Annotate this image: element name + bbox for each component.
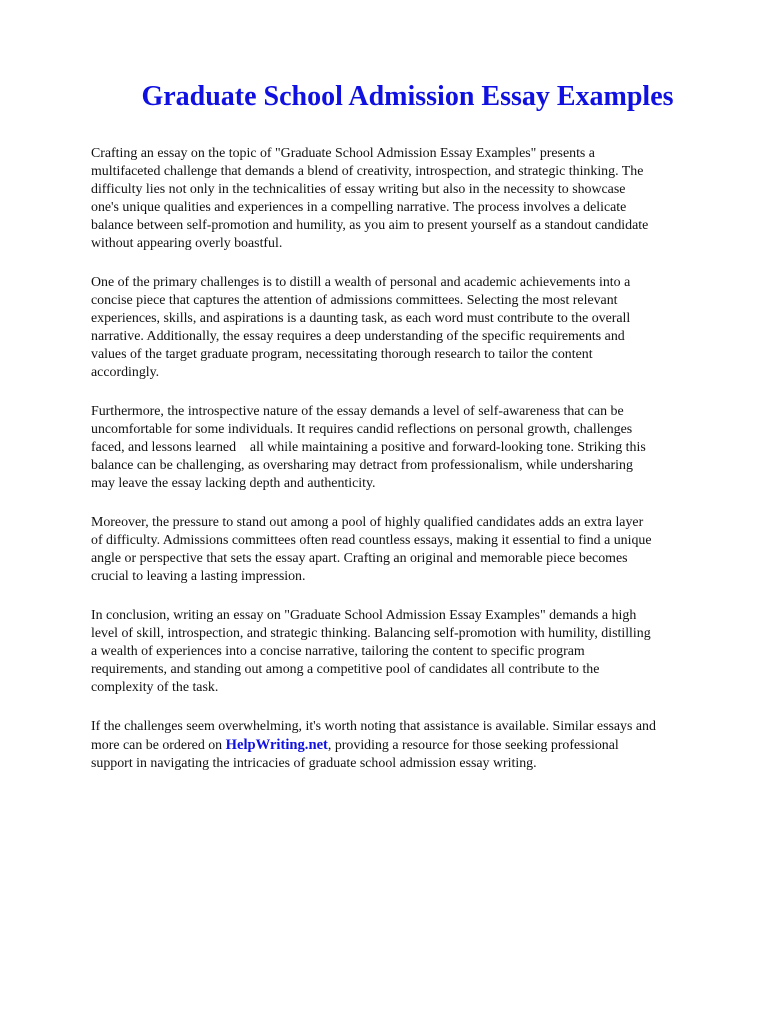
text-line: faced, and lessons learned all while maintaining a positive and forward-looking tone. Striking this xyxy=(91,440,646,455)
text-line: uncomfortable for some individuals. It requires candid reflections on personal growth, challenges xyxy=(91,422,633,437)
text-line: may leave the essay lacking depth and authenticity. xyxy=(91,476,376,491)
text-line: Moreover, the pressure to stand out among a pool of highly qualified candidates adds an extra layer xyxy=(91,515,644,530)
text-line: Crafting an essay on the topic of "Graduate School Admission Essay Examples" presents a xyxy=(91,146,595,161)
text-line: balance between self-promotion and humility, as you aim to present yourself as a standout candidate xyxy=(91,218,649,233)
text-line: multifaceted challenge that demands a blend of creativity, introspection, and strategic thinking. The xyxy=(91,164,644,179)
text-line: One of the primary challenges is to distill a wealth of personal and academic achievements into a xyxy=(91,275,631,290)
text-line: values of the target graduate program, necessitating thorough research to tailor the content xyxy=(91,347,593,362)
text-line: crucial to leaving a lasting impression. xyxy=(91,569,306,584)
text-line: a wealth of experiences into a concise narrative, tailoring the content to specific program xyxy=(91,644,585,659)
paragraph-2 xyxy=(91,274,731,382)
text-line: complexity of the task. xyxy=(91,680,219,695)
text-line: requirements, and standing out among a competitive pool of candidates all contribute to the xyxy=(91,662,600,677)
text-line: without appearing overly boastful. xyxy=(91,236,283,251)
paragraph-4 xyxy=(91,514,731,586)
text-line: concise piece that captures the attention of admissions committees. Selecting the most relevant xyxy=(91,293,618,308)
text-line: balance can be challenging, as oversharing may detract from professionalism, while undersharing xyxy=(91,458,633,473)
text-after-link: , providing a resource for those seeking professional xyxy=(327,738,619,753)
paragraph-1 xyxy=(91,145,731,253)
essay-body xyxy=(91,145,731,794)
text-line: experiences, skills, and aspirations is a daunting task, as each word must contribute to the overall xyxy=(91,311,631,326)
text-line: angle or perspective that sets the essay apart. Crafting an original and memorable piece becomes xyxy=(91,551,628,566)
helpwriting-link[interactable]: HelpWriting.net xyxy=(225,737,328,753)
page-title: Graduate School Admission Essay Examples xyxy=(141,81,674,112)
text-line: one's unique qualities and experiences in a compelling narrative. The process involves a delicate xyxy=(91,200,627,215)
paragraph-5 xyxy=(91,607,731,697)
text-line: support in navigating the intricacies of graduate school admission essay writing. xyxy=(91,756,537,771)
text-line-with-link xyxy=(91,736,731,755)
text-line: of difficulty. Admissions committees often read countless essays, making it essential to find a unique xyxy=(91,533,652,548)
text-line: level of skill, introspection, and strategic thinking. Balancing self-promotion with humility, distilling xyxy=(91,626,651,641)
paragraph-6 xyxy=(91,718,731,773)
paragraph-3 xyxy=(91,403,731,493)
text-line: In conclusion, writing an essay on "Graduate School Admission Essay Examples" demands a high xyxy=(91,608,637,623)
text-before-link: more can be ordered on xyxy=(91,738,226,753)
text-line: difficulty lies not only in the technicalities of essay writing but also in the necessity to showcase xyxy=(91,182,626,197)
text-line: If the challenges seem overwhelming, it's worth noting that assistance is available. Similar essays and xyxy=(91,719,656,734)
text-line: narrative. Additionally, the essay requires a deep understanding of the specific requirements and xyxy=(91,329,625,344)
text-line: accordingly. xyxy=(91,365,160,380)
text-line: Furthermore, the introspective nature of the essay demands a level of self-awareness that can be xyxy=(91,404,624,419)
